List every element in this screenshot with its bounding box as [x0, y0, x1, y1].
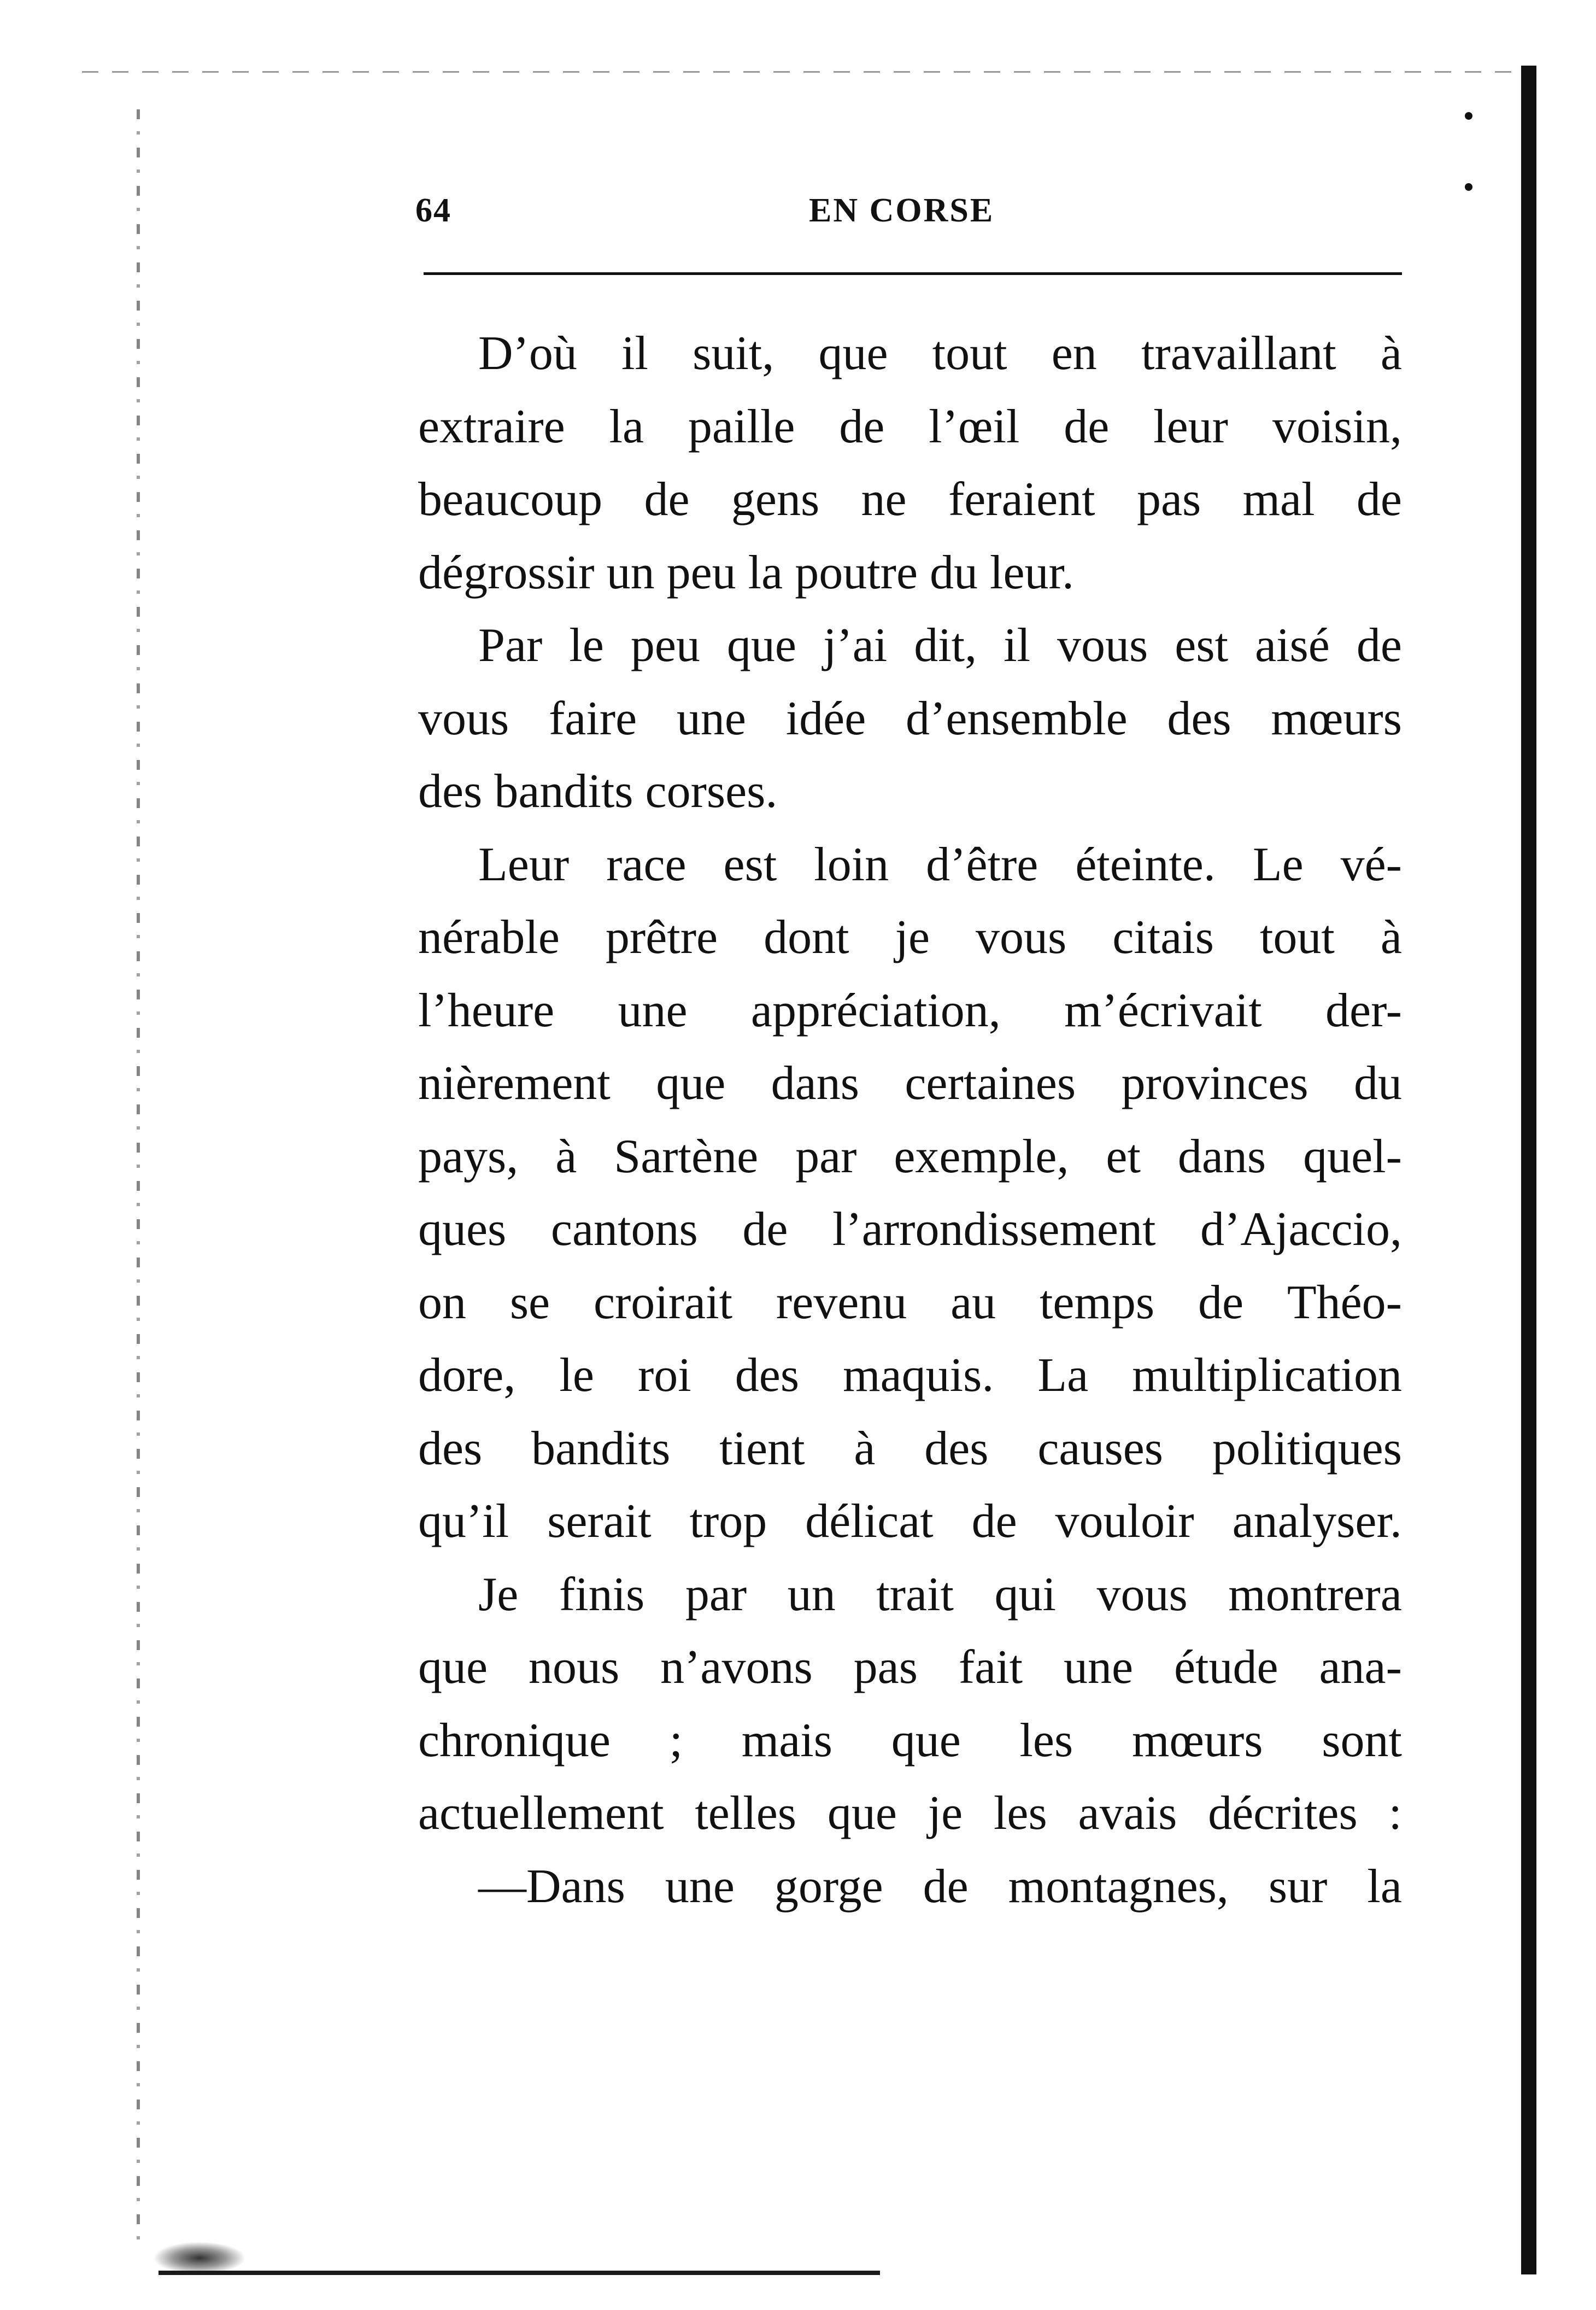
text-line: dore, le roi des maquis. La multiplication [418, 1349, 1402, 1402]
scan-binding-edge [137, 109, 140, 2242]
text-line: vous faire une idée d’ensemble des mœurs [418, 692, 1402, 745]
text-line: nièrement que dans certaines provinces du [418, 1057, 1402, 1110]
scan-edge-bar [1521, 66, 1536, 2274]
text-line: qu’il serait trop délicat de vouloir analyser. [418, 1495, 1402, 1548]
scan-bottom-rule [159, 2271, 880, 2275]
text-line: ques cantons de l’arrondissement d’Ajaccio, [418, 1203, 1402, 1256]
running-title: EN CORSE [809, 192, 995, 229]
text-line: actuellement telles que je les avais décrites : [418, 1787, 1402, 1840]
scan-artifact-top [82, 71, 1530, 73]
text-line: extraire la paille de l’œil de leur voisin, [418, 400, 1402, 453]
scan-speck [1465, 112, 1472, 120]
text-line: que nous n’avons pas fait une étude ana- [418, 1641, 1402, 1694]
text-line: Leur race est loin d’être éteinte. Le vé- [478, 838, 1402, 891]
text-line: Par le peu que j’ai dit, il vous est aisé de [478, 619, 1402, 672]
text-line: nérable prêtre dont je vous citais tout à [418, 911, 1402, 964]
text-line: —Dans une gorge de montagnes, sur la [478, 1859, 1402, 1913]
text-line: beaucoup de gens ne feraient pas mal de [418, 473, 1402, 526]
body-text [418, 317, 1402, 1923]
text-line: D’où il suit, que tout en travaillant à [478, 327, 1402, 380]
page-number: 64 [415, 192, 451, 229]
running-head [415, 191, 1399, 241]
text-line: pays, à Sartène par exemple, et dans quel- [418, 1130, 1402, 1183]
text-line: des bandits corses. [418, 765, 778, 818]
text-line: chronique ; mais que les mœurs sont [418, 1714, 1402, 1767]
text-line: des bandits tient à des causes politiques [418, 1422, 1402, 1475]
scan-smudge [153, 2242, 246, 2274]
text-line: on se croirait revenu au temps de Théo- [418, 1276, 1402, 1329]
header-rule [424, 272, 1402, 275]
text-line: Je finis par un trait qui vous montrera [478, 1568, 1402, 1621]
scan-speck [1465, 183, 1472, 191]
text-line: dégrossir un peu la poutre du leur. [418, 546, 1074, 599]
text-line: l’heure une appréciation, m’écrivait der- [418, 984, 1402, 1037]
